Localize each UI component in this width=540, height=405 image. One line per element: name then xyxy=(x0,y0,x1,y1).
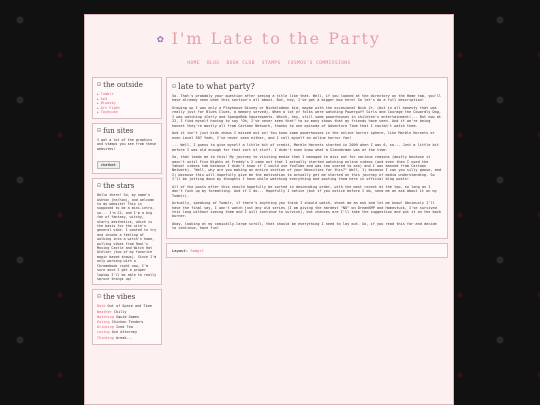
stars-text: Hello there! So, my name's Ashton (he/him), and welcome to my website! This is supposed to be a mini-intro, so... I'm 22, and I'm a big fan of fantasy, witchy, starry aesthetics, which is the basis for the site's general vibe. I wanted to try and invoke a feeling of walking into a witch's home, pulling vibes from Howl's Moving Castle and Witch Hat Atelier (two of my favorite magic based shows). Since I'm only working with a Chromebook right now, I'm sure once I get a proper laptop I'll be able to really spruce things up! xyxy=(97,193,157,281)
post-paragraph: Okay, looking at my comically-large scroll, that should be everything I need to lay out. So, if you read this far and decide to continue, have fun! xyxy=(172,222,437,231)
vibe-row: Drinking Iced Tea xyxy=(97,325,133,330)
main-content xyxy=(166,77,448,262)
site-header xyxy=(85,15,453,61)
swirl-icon: ᘏ xyxy=(172,83,177,90)
flower-icon: ✿ xyxy=(157,31,164,45)
post-paragraph: So. That's probably your question after seeing a title like that. Well, if you looked at the directory on the Home tab, you'll have already seen what this section's all about. But, hey, I've got a bigger box here! So let's do a full description! xyxy=(172,94,442,103)
layout-link[interactable]: Sadgrl xyxy=(190,248,205,254)
vibe-row: Loving Ace Attorney xyxy=(97,330,138,335)
vibes-heading: the vibes xyxy=(103,293,136,302)
outside-links xyxy=(97,92,157,115)
outside-heading: the outside xyxy=(103,81,143,89)
nav-stamps[interactable]: STAMPS xyxy=(261,61,281,66)
post-body xyxy=(172,94,442,231)
main-nav xyxy=(85,61,453,69)
layout-label: Layout: xyxy=(172,248,189,254)
post-paragraph: All of the posts after this should hopefully be sorted in descending order, with the most recent at the top, so long as I don't fuck up my formatting. And if I do... Hopefully I notice (but if you notice before I do, send me an ask about it on my Tumblr). xyxy=(172,184,437,198)
post-box xyxy=(166,77,448,239)
layout-credit xyxy=(166,243,448,258)
link-tumblr[interactable]: ► Tumblr xyxy=(97,92,157,97)
vibe-row: Watching Squid Games xyxy=(97,314,140,319)
post-paragraph: Actually, speaking of Tumblr, if there's anything you think I should watch, shoot me an ask and let me know! Obviously I'll have the final say, I won't watch just any old series (I am giving the hardest "NO" on DreamSMP and Homestuck, I've survived this long without seeing them and I will continue to survive), but chances are I'll take the suggestion and put it on the back burner. xyxy=(172,201,442,219)
link-toyhouse[interactable]: ► Toyhouse xyxy=(97,110,157,115)
post-paragraph: Growing up I was only a Playhouse Disney or Nickelodeon kid, maybe with the occasional Nick Jr. (but in all honesty that was really just for Blues Clues, a memory served). When a lot of folks were watching Powerpuff Girls and Courage the Cowardly Dog, I was watching iCarly and SpongeBob Squarepants. Which, hey, still some powerhouses in children's entertainment!... But now at 22, I find myself having to say "Oh, I've never seen that" to so many shows that my friends have seen. And if we're being honest they're mostly all from Cartoon Network, thanks to one episode of Adventure Time that I couldn't watch them. xyxy=(172,106,442,128)
outside-box xyxy=(92,77,162,119)
nav-commissions[interactable]: COSMOS'S COMMISSIONS xyxy=(287,61,351,66)
swirl-icon: ᘏ xyxy=(97,82,102,88)
nav-blog[interactable]: BLOG xyxy=(206,61,220,66)
sidebar xyxy=(92,77,162,349)
fun-sites-heading: fun sites xyxy=(103,126,134,135)
page-container xyxy=(84,14,454,405)
link-art-fight[interactable]: ► Art Fight xyxy=(97,106,157,111)
fun-sites-box xyxy=(92,123,162,174)
vibe-row: Eating Chicken Tenders xyxy=(97,319,144,324)
stars-box xyxy=(92,178,162,285)
post-paragraph: ... Well, I guess to give myself a little bit of credit, Marble Hornets started in 2009 when I was 6, so... Just a little bit before I was old enough for that sort of stuff. I didn't even know what a Slenderman was at the time. xyxy=(172,143,439,152)
chatbot-button[interactable]: chatbot xyxy=(97,161,120,169)
link-ao3[interactable]: ► Ao3 xyxy=(97,97,157,102)
stars-heading: the stars xyxy=(103,182,135,191)
link-bluesky[interactable]: ► Bluesky xyxy=(97,101,157,106)
fun-sites-text: I got a lot of the graphics and stamps you see from these websites! xyxy=(97,137,157,151)
post-heading: late to what party? xyxy=(178,82,255,91)
vibe-row: Weather Chilly xyxy=(97,309,127,314)
vibes-box xyxy=(92,289,162,344)
vibe-row: Date Out of Space and Time xyxy=(97,304,152,309)
site-title: I'm Late to the Party xyxy=(171,28,381,48)
swirl-icon: ᘏ xyxy=(97,294,102,301)
nav-home[interactable]: HOME xyxy=(187,61,200,66)
post-paragraph: And it isn't just kids shows I missed out on! You know some powerhouses in the online horror sphere, like Marble Hornets or even Local 58? Yeah, I've never seen either, and I call myself an online horror fan! xyxy=(172,131,435,140)
nav-book-club[interactable]: BOOK CLUB xyxy=(226,61,255,66)
post-paragraph: So, that leads me to this! My journey to visiting media that I managed to miss out for various reasons (mostly because it wasn't until Five Nights at Freddy's 2 came out that I actually started watching online videos (and even then I used the Yahoo! videos tab because I didn't know if I could use YouTube and was too scared to ask) and I was banned from Cartoon Network). "Well, why are you making an entire section of your Neocities for this?" Well, 1) because I can you silly goose, and 2) because this will hopefully give me the motivation to actually get me started on this journey of media understanding. So I'll be jotting down my thoughts I have while watching everything and posting them here in official blog posts! xyxy=(172,155,442,182)
swirl-icon: ᘏ xyxy=(97,127,102,134)
swirl-icon: ᘏ xyxy=(97,183,102,190)
vibe-row: Thinking break... xyxy=(97,335,133,340)
